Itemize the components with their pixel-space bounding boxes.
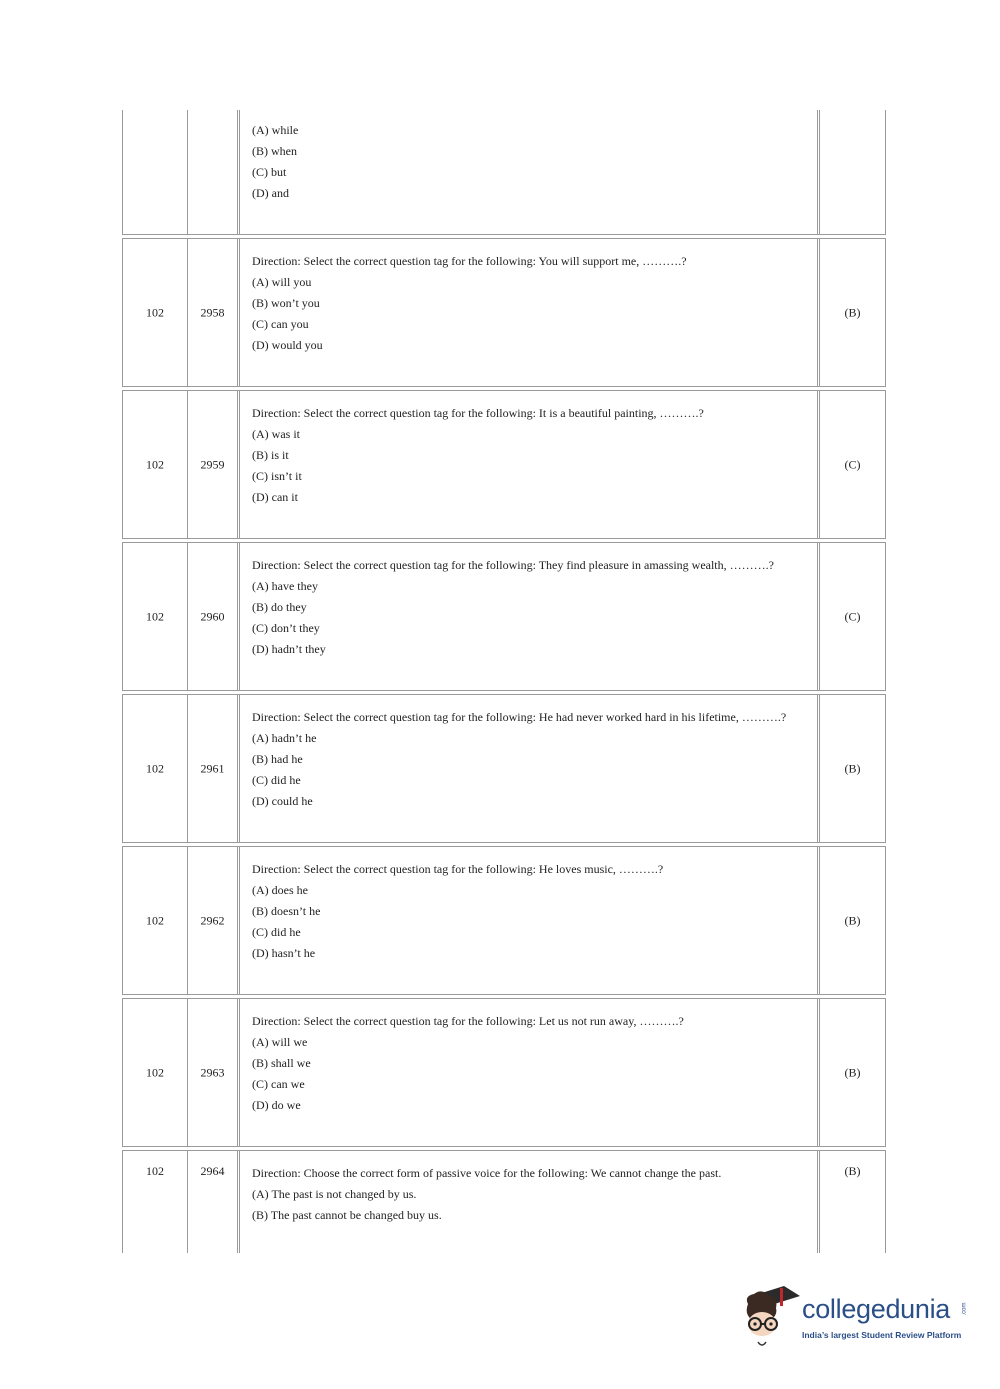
option-text: (A) will we xyxy=(252,1035,308,1049)
question-id-cell: 2962 xyxy=(188,847,240,994)
question-table xyxy=(122,110,886,1253)
table-row xyxy=(122,846,886,994)
option-text: (B) doesn’t he xyxy=(252,904,321,918)
question-text: Direction: Select the correct question tag for the following: He loves music, ……….? xyxy=(252,862,664,876)
option-text: (D) and xyxy=(252,186,289,200)
option-text: (D) could he xyxy=(252,794,313,808)
option-text: (C) did he xyxy=(252,925,301,939)
option-text: (B) won’t you xyxy=(252,296,320,310)
option-text: (D) can it xyxy=(252,490,298,504)
option-text: (A) hadn’t he xyxy=(252,731,317,745)
subject-code-cell: 102 xyxy=(122,1151,188,1253)
question-text: Direction: Select the correct question tag for the following: He had never worked hard in his lifetime, ……….? xyxy=(252,710,787,724)
option-text: (C) but xyxy=(252,165,287,179)
question-text: Direction: Choose the correct form of passive voice for the following: We cannot change the past. xyxy=(252,1166,722,1180)
question-id-cell: 2963 xyxy=(188,999,240,1146)
question-text: Direction: Select the correct question tag for the following: Let us not run away, ……….? xyxy=(252,1014,684,1028)
question-cell xyxy=(240,999,820,1146)
table-row xyxy=(122,542,886,690)
question-id-cell: 2961 xyxy=(188,695,240,842)
question-id-cell xyxy=(188,110,240,234)
option-text: (A) while xyxy=(252,123,299,137)
question-cell xyxy=(240,1151,820,1253)
graduation-mascot-icon xyxy=(740,1282,800,1352)
option-text: (B) shall we xyxy=(252,1056,311,1070)
option-text: (A) will you xyxy=(252,275,312,289)
option-text: (D) hasn’t he xyxy=(252,946,316,960)
answer-cell: (B) xyxy=(820,999,886,1146)
collegedunia-logo xyxy=(740,1282,970,1352)
option-text: (B) had he xyxy=(252,752,303,766)
option-text: (B) The past cannot be changed buy us. xyxy=(252,1208,442,1222)
answer-cell: (B) xyxy=(820,847,886,994)
subject-code-cell: 102 xyxy=(122,239,188,386)
option-text: (C) don’t they xyxy=(252,621,320,635)
table-row xyxy=(122,998,886,1146)
question-text: Direction: Select the correct question tag for the following: You will support me, ……….? xyxy=(252,254,687,268)
option-text: (B) is it xyxy=(252,448,289,462)
subject-code-cell: 102 xyxy=(122,999,188,1146)
option-text: (D) do we xyxy=(252,1098,301,1112)
option-text: (A) The past is not changed by us. xyxy=(252,1187,417,1201)
question-cell xyxy=(240,110,820,234)
option-text: (A) have they xyxy=(252,579,318,593)
option-text: (A) does he xyxy=(252,883,308,897)
question-cell xyxy=(240,695,820,842)
question-text: Direction: Select the correct question tag for the following: It is a beautiful painting, ……….? xyxy=(252,406,704,420)
table-row xyxy=(122,1150,886,1253)
brand-tagline: India’s largest Student Review Platform xyxy=(802,1330,962,1340)
option-text: (D) would you xyxy=(252,338,323,352)
table-row xyxy=(122,110,886,234)
option-text: (C) can we xyxy=(252,1077,305,1091)
subject-code-cell: 102 xyxy=(122,543,188,690)
option-text: (C) can you xyxy=(252,317,309,331)
subject-code-cell: 102 xyxy=(122,847,188,994)
question-cell xyxy=(240,543,820,690)
question-id-cell: 2964 xyxy=(188,1151,240,1253)
subject-code-cell xyxy=(122,110,188,234)
table-row xyxy=(122,238,886,386)
table-row xyxy=(122,390,886,538)
answer-cell xyxy=(820,110,886,234)
option-text: (C) did he xyxy=(252,773,301,787)
question-cell xyxy=(240,391,820,538)
option-text: (A) was it xyxy=(252,427,300,441)
question-cell xyxy=(240,239,820,386)
option-text: (C) isn’t it xyxy=(252,469,302,483)
brand-name: collegedunia xyxy=(802,1294,951,1324)
table-row xyxy=(122,694,886,842)
question-text: Direction: Select the correct question tag for the following: They find pleasure in amassing wealth, ……….? xyxy=(252,558,774,572)
option-text: (B) do they xyxy=(252,600,307,614)
option-text: (B) when xyxy=(252,144,297,158)
question-id-cell: 2958 xyxy=(188,239,240,386)
answer-cell: (C) xyxy=(820,543,886,690)
brand-suffix: .com xyxy=(961,1302,968,1316)
option-text: (D) hadn’t they xyxy=(252,642,326,656)
answer-cell: (B) xyxy=(820,695,886,842)
answer-cell: (B) xyxy=(820,239,886,386)
question-cell xyxy=(240,847,820,994)
question-id-cell: 2959 xyxy=(188,391,240,538)
question-id-cell: 2960 xyxy=(188,543,240,690)
answer-cell: (C) xyxy=(820,391,886,538)
answer-cell: (B) xyxy=(820,1151,886,1253)
subject-code-cell: 102 xyxy=(122,695,188,842)
subject-code-cell: 102 xyxy=(122,391,188,538)
